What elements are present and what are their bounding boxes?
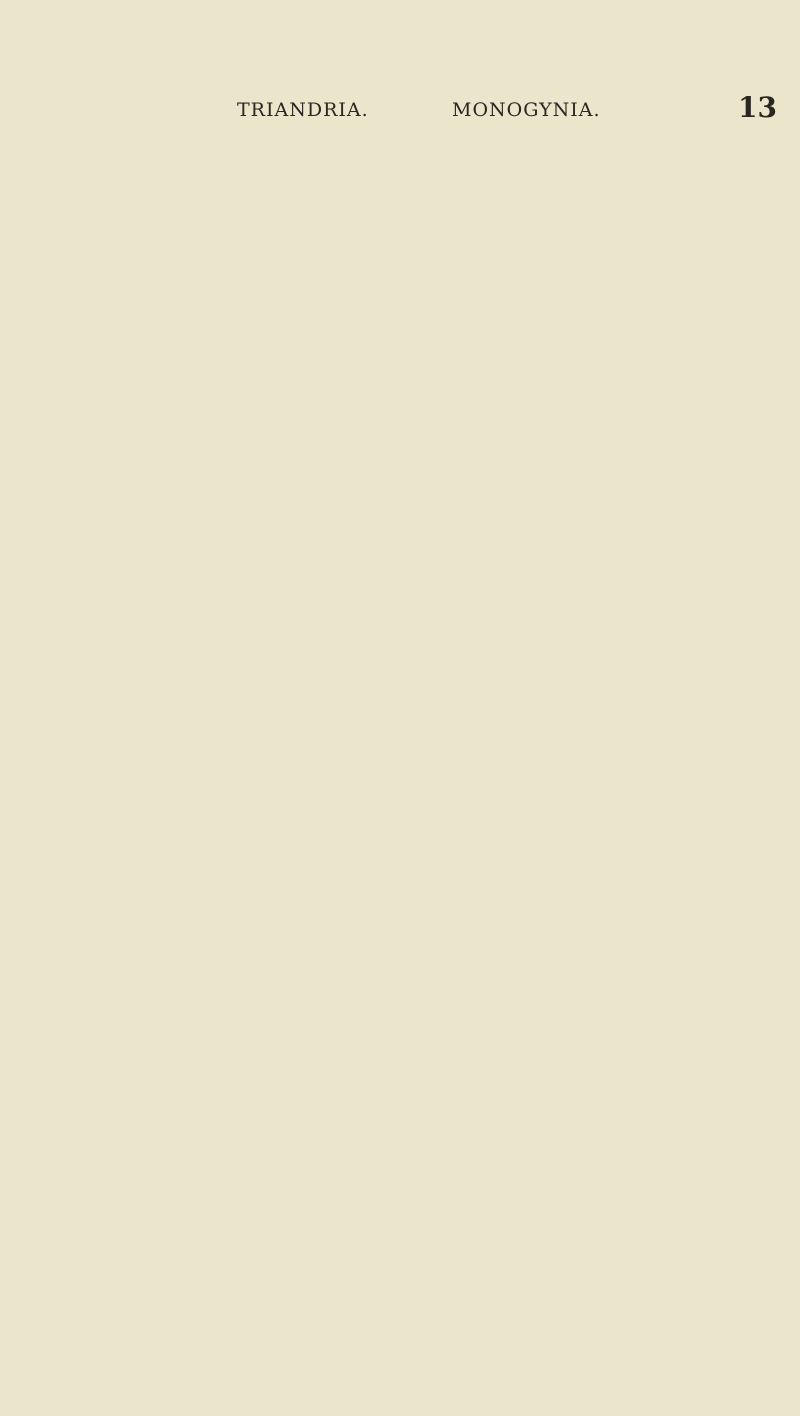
- header-class: TRIANDRIA.: [237, 99, 369, 121]
- page-number: 13: [738, 91, 777, 124]
- header-order: MONOGYNIA.: [452, 99, 601, 121]
- running-header: [0, 89, 800, 129]
